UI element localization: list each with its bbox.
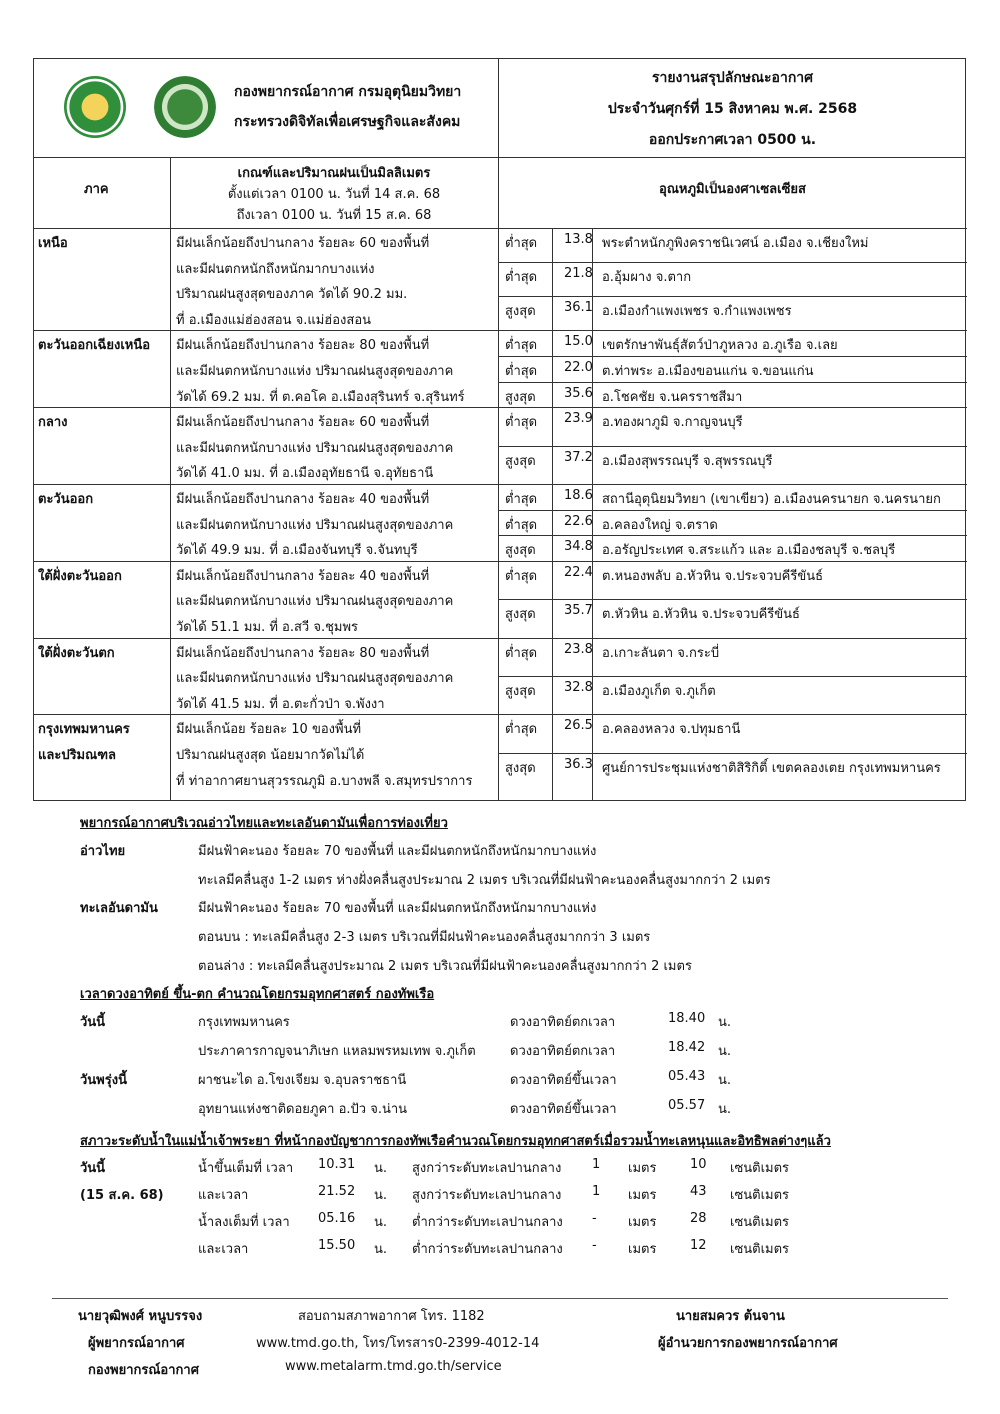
sun-event: ดวงอาทิตย์ขึ้นเวลา (510, 1073, 617, 1088)
sun-unit: น. (718, 1044, 732, 1059)
tide-time: 15.50 (318, 1238, 356, 1253)
tide-time: 10.31 (318, 1157, 356, 1172)
tide-meters-unit: เมตร (628, 1242, 657, 1257)
temp-location: อ.เมืองภูเก็ต จ.ภูเก็ต (602, 684, 716, 699)
tide-meters: 1 (592, 1157, 601, 1172)
rain-line: และมีฝนตกหนักบางแห่ง ปริมาณฝนสูงสุดของภาค (176, 671, 454, 687)
andaman-line: ตอนล่าง : ทะเลมีคลื่นสูงประมาณ 2 เมตร บริเวณที่มีฝนฟ้าคะนองคลื่นสูงมากกว่า 2 เมตร (198, 959, 692, 974)
rain-line: วัดได้ 49.9 มม. ที่ อ.เมืองจันทบุรี จ.จันทบุรี (176, 543, 418, 559)
region-name: และปริมณฑล (38, 748, 116, 763)
col-rain-3: ถึงเวลา 0100 น. วันที่ 15 ส.ค. 68 (236, 208, 432, 223)
forecaster-dept: กองพยากรณ์อากาศ (88, 1363, 199, 1378)
temp-type: สูงสุด (505, 607, 536, 623)
col-rain-1: เกณฑ์และปริมาณฝนเป็นมิลลิเมตร (237, 166, 431, 181)
rain-line: ปริมาณฝนสูงสุดของภาค วัดได้ 90.2 มม. (176, 287, 408, 303)
temp-value: 21.8 (564, 266, 593, 282)
temp-location: อ.คลองหลวง จ.ปทุมธานี (602, 722, 741, 738)
sun-place: กรุงเทพมหานคร (198, 1015, 290, 1030)
rain-line: วัดได้ 51.1 มม. ที่ อ.สวี จ.ชุมพร (176, 620, 359, 635)
andaman-line: มีฝนฟ้าคะนอง ร้อยละ 70 ของพื้นที่ และมีฝนตกหนักถึงหนักมากบางแห่ง (198, 901, 597, 916)
temp-location: ต.ท่าพระ อ.เมืองขอนแก่น จ.ขอนแก่น (602, 364, 814, 379)
contact-service[interactable]: www.metalarm.tmd.go.th/service (285, 1359, 502, 1374)
tide-label: และเวลา (198, 1188, 249, 1203)
temp-value: 26.5 (564, 718, 593, 734)
sun-time: 18.40 (668, 1011, 706, 1026)
weather-table (33, 158, 966, 801)
sun-time: 18.42 (668, 1040, 706, 1055)
tide-desc: สูงกว่าระดับทะเลปานกลาง (412, 1161, 562, 1176)
tide-time: 05.16 (318, 1211, 356, 1226)
temp-value: 15.0 (564, 334, 593, 350)
temp-value: 36.1 (564, 300, 593, 316)
col-temp: อุณหภูมิเป็นองศาเซลเซียส (659, 182, 806, 197)
region-name: กรุงเทพมหานคร (38, 722, 130, 738)
contact-web[interactable]: www.tmd.go.th, โทร/โทรสาร0-2399-4012-14 (256, 1336, 540, 1351)
rain-line: มีฝนเล็กน้อยถึงปานกลาง ร้อยละ 80 ของพื้นที่ (176, 338, 430, 354)
sun-place: อุทยานแห่งชาติดอยภูคา อ.ปัว จ.น่าน (198, 1102, 408, 1117)
temp-location: ต.หนองพลับ อ.หัวหิน จ.ประจวบคีรีขันธ์ (602, 568, 824, 584)
temp-location: ต.หัวหิน อ.หัวหิน จ.ประจวบคีรีขันธ์ (602, 607, 800, 623)
ministry-logo (64, 76, 126, 138)
temp-value: 23.8 (564, 641, 593, 657)
report-title: รายงานสรุปลักษณะอากาศ (651, 70, 814, 86)
tide-time: 21.52 (318, 1184, 356, 1199)
temp-location: สถานีอุตุนิยมวิทยา (เขาเขียว) อ.เมืองนครนายก จ.นครนายก (602, 492, 941, 507)
temp-type: ต่ำสุด (505, 415, 538, 431)
tide-unit: น. (374, 1161, 388, 1176)
rain-line: วัดได้ 41.5 มม. ที่ อ.ตะกั่วป่า จ.พังงา (176, 696, 385, 712)
contact-phone: สอบถามสภาพอากาศ โทร. 1182 (298, 1309, 485, 1324)
rain-line: มีฝนเล็กน้อยถึงปานกลาง ร้อยละ 40 ของพื้นที่ (176, 492, 430, 507)
sun-place: ประภาคารกาญจนาภิเษก แหลมพรหมเทพ จ.ภูเก็ต (198, 1044, 476, 1059)
temp-value: 23.9 (564, 411, 593, 427)
sun-unit: น. (718, 1015, 732, 1030)
temp-type: ต่ำสุด (505, 270, 538, 286)
tide-label: และเวลา (198, 1242, 249, 1257)
temp-location: พระตำหนักภูพิงคราชนิเวศน์ อ.เมือง จ.เชียงใหม่ (602, 236, 869, 251)
temp-location: อ.ทองผาภูมิ จ.กาญจนบุรี (602, 415, 743, 431)
temp-type: สูงสุด (505, 543, 536, 559)
tide-meters-unit: เมตร (628, 1161, 657, 1176)
temp-location: อ.คลองใหญ่ จ.ตราด (602, 517, 718, 533)
temp-location: อ.โชคชัย จ.นครราชสีมา (602, 389, 743, 405)
rain-line: และมีฝนตกหนักบางแห่ง ปริมาณฝนสูงสุดของภาค (176, 440, 454, 456)
temp-value: 22.0 (564, 360, 593, 375)
sun-place: ผาชนะได อ.โขงเจียม จ.อุบลราชธานี (198, 1073, 407, 1088)
sun-time: 05.43 (668, 1069, 706, 1084)
sun-unit: น. (718, 1073, 732, 1088)
tide-desc: ต่ำกว่าระดับทะเลปานกลาง (412, 1242, 563, 1257)
sun-unit: น. (718, 1102, 732, 1117)
forecaster-title: ผู้พยากรณ์อากาศ (88, 1336, 185, 1351)
tide-label: น้ำขึ้นเต็มที่ เวลา (198, 1161, 294, 1176)
sun-title: เวลาดวงอาทิตย์ ขึ้น-ตก คำนวณโดยกรมอุทกศาสตร์ กองทัพเรือ (80, 987, 435, 1002)
sun-event: ดวงอาทิตย์ตกเวลา (510, 1015, 616, 1030)
org-line-2: กระทรวงดิจิทัลเพื่อเศรษฐกิจและสังคม (234, 114, 461, 130)
temp-type: สูงสุด (505, 304, 536, 320)
temp-location: ศูนย์การประชุมแห่งชาติสิริกิติ์ เขตคลองเตย กรุงเทพมหานคร (602, 760, 941, 776)
temp-location: อ.อุ้มผาง จ.ตาก (602, 270, 692, 286)
temp-location: อ.เกาะลันตา จ.กระบี่ (602, 645, 720, 661)
region-name: กลาง (38, 415, 68, 431)
sun-day: วันนี้ (80, 1015, 106, 1030)
rain-line: และมีฝนตกหนักบางแห่ง ปริมาณฝนสูงสุดของภาค (176, 364, 454, 379)
tide-cm-unit: เซนติเมตร (730, 1242, 790, 1257)
temp-location: อ.อรัญประเทศ จ.สระแก้ว และ อ.เมืองชลบุรี จ.ชลบุรี (602, 543, 896, 559)
rain-line: และมีฝนตกหนักบางแห่ง ปริมาณฝนสูงสุดของภาค (176, 517, 454, 533)
org-line-1: กองพยากรณ์อากาศ กรมอุตุนิยมวิทยา (234, 84, 462, 100)
temp-type: สูงสุด (505, 453, 536, 469)
temp-value: 18.6 (564, 488, 593, 503)
temp-value: 34.8 (564, 539, 593, 555)
tide-cm-unit: เซนติเมตร (730, 1215, 790, 1230)
rain-line: มีฝนเล็กน้อยถึงปานกลาง ร้อยละ 40 ของพื้นที่ (176, 568, 430, 584)
sun-event: ดวงอาทิตย์ตกเวลา (510, 1044, 616, 1059)
tide-day: วันนี้ (80, 1161, 106, 1176)
director-title: ผู้อำนวยการกองพยากรณ์อากาศ (658, 1336, 838, 1351)
forecaster-name: นายวุฒิพงศ์ หนูบรรจง (78, 1309, 203, 1324)
sun-event: ดวงอาทิตย์ขึ้นเวลา (510, 1102, 617, 1117)
tide-desc: สูงกว่าระดับทะเลปานกลาง (412, 1188, 562, 1203)
tide-cm: 43 (690, 1184, 707, 1199)
rain-line: และมีฝนตกหนักบางแห่ง ปริมาณฝนสูงสุดของภาค (176, 594, 454, 610)
tide-title: สภาวะระดับน้ำในแม่น้ำเจ้าพระยา ที่หน้ากองบัญชาการกองทัพเรือคำนวณโดยกรมอุทกศาสตร์เมื่อรวมน้ำทะเลหนุนและอิทธิพลต่างๆแล้ว (80, 1134, 831, 1149)
temp-value: 35.6 (564, 385, 593, 401)
report-header (33, 58, 966, 158)
gulf-line: ทะเลมีคลื่นสูง 1-2 เมตร ห่างฝั่งคลื่นสูงประมาณ 2 เมตร บริเวณที่มีฝนฟ้าคะนองคลื่นสูงมากกว่า 2 เมตร (198, 873, 771, 888)
rain-line: วัดได้ 69.2 มม. ที่ ต.คอโค อ.เมืองสุรินทร์ จ.สุรินทร์ (176, 389, 465, 405)
tide-cm: 28 (690, 1211, 707, 1226)
tide-meters: - (592, 1211, 597, 1226)
rain-line: ที่ อ.เมืองแม่ฮ่องสอน จ.แม่ฮ่องสอน (176, 312, 372, 328)
temp-type: ต่ำสุด (505, 338, 538, 354)
tide-meters: 1 (592, 1184, 601, 1199)
gulf-line: มีฝนฟ้าคะนอง ร้อยละ 70 ของพื้นที่ และมีฝนตกหนักถึงหนักมากบางแห่ง (198, 844, 597, 859)
temp-value: 36.3 (564, 756, 593, 772)
tide-desc: ต่ำกว่าระดับทะเลปานกลาง (412, 1215, 563, 1230)
tide-unit: น. (374, 1188, 388, 1203)
report-time: ออกประกาศเวลา 0500 น. (648, 132, 817, 148)
temp-location: อ.เมืองสุพรรณบุรี จ.สุพรรณบุรี (602, 453, 773, 469)
temp-location: อ.เมืองกำแพงเพชร จ.กำแพงเพชร (602, 304, 792, 320)
temp-value: 13.8 (564, 232, 593, 247)
temp-value: 22.4 (564, 564, 593, 580)
temp-type: ต่ำสุด (505, 517, 538, 533)
rain-line: ที่ ท่าอากาศยานสุวรรณภูมิ อ.บางพลี จ.สมุทรปราการ (176, 773, 473, 789)
temp-type: ต่ำสุด (505, 645, 538, 661)
temp-type: สูงสุด (505, 389, 536, 405)
report-date: ประจำวันศุกร์ที่ 15 สิงหาคม พ.ศ. 2568 (607, 101, 858, 117)
region-name: ตะวันออกเฉียงเหนือ (38, 338, 151, 354)
region-name: เหนือ (38, 236, 68, 251)
tide-meters: - (592, 1238, 597, 1253)
tide-cm: 10 (690, 1157, 707, 1172)
temp-type: ต่ำสุด (505, 364, 538, 379)
tide-date: (15 ส.ค. 68) (80, 1188, 164, 1203)
andaman-label: ทะเลอันดามัน (80, 901, 158, 916)
temp-location: เขตรักษาพันธุ์สัตว์ป่าภูหลวง อ.ภูเรือ จ.เลย (602, 338, 838, 354)
region-name: ตะวันออก (38, 492, 94, 507)
region-name: ใต้ฝั่งตะวันออก (38, 568, 122, 584)
tmd-logo (154, 76, 216, 138)
temp-type: ต่ำสุด (505, 722, 538, 738)
temp-type: ต่ำสุด (505, 236, 538, 251)
temp-value: 37.2 (564, 449, 593, 465)
temp-value: 35.7 (564, 603, 593, 619)
col-region: ภาค (84, 182, 109, 197)
tide-cm-unit: เซนติเมตร (730, 1161, 790, 1176)
tide-label: น้ำลงเต็มที่ เวลา (198, 1215, 290, 1230)
andaman-line: ตอนบน : ทะเลมีคลื่นสูง 2-3 เมตร บริเวณที่มีฝนฟ้าคะนองคลื่นสูงมากกว่า 3 เมตร (198, 930, 651, 945)
temp-value: 22.6 (564, 513, 593, 529)
region-name: ใต้ฝั่งตะวันตก (38, 645, 115, 661)
temp-value: 32.8 (564, 680, 593, 695)
rain-line: ปริมาณฝนสูงสุด น้อยมากวัดไม่ได้ (176, 748, 365, 763)
sun-day: วันพรุ่งนี้ (80, 1073, 127, 1088)
temp-type: ต่ำสุด (505, 568, 538, 584)
marine-title: พยากรณ์อากาศบริเวณอ่าวไทยและทะเลอันดามันเพื่อการท่องเที่ยว (80, 816, 448, 831)
rain-line: และมีฝนตกหนักถึงหนักมากบางแห่ง (176, 261, 375, 277)
temp-type: สูงสุด (505, 760, 536, 776)
sun-time: 05.57 (668, 1098, 706, 1113)
gulf-label: อ่าวไทย (80, 844, 126, 859)
rain-line: มีฝนเล็กน้อยถึงปานกลาง ร้อยละ 80 ของพื้นที่ (176, 645, 430, 661)
tide-unit: น. (374, 1242, 388, 1257)
temp-type: ต่ำสุด (505, 492, 538, 507)
tide-meters-unit: เมตร (628, 1215, 657, 1230)
temp-type: สูงสุด (505, 684, 536, 699)
tide-cm-unit: เซนติเมตร (730, 1188, 790, 1203)
col-rain-2: ตั้งแต่เวลา 0100 น. วันที่ 14 ส.ค. 68 (227, 187, 441, 202)
rain-line: มีฝนเล็กน้อย ร้อยละ 10 ของพื้นที่ (176, 722, 362, 738)
rain-line: วัดได้ 41.0 มม. ที่ อ.เมืองอุทัยธานี จ.อุทัยธานี (176, 466, 434, 482)
rain-line: มีฝนเล็กน้อยถึงปานกลาง ร้อยละ 60 ของพื้นที่ (176, 415, 430, 431)
tide-unit: น. (374, 1215, 388, 1230)
tide-cm: 12 (690, 1238, 707, 1253)
rain-line: มีฝนเล็กน้อยถึงปานกลาง ร้อยละ 60 ของพื้นที่ (176, 236, 430, 251)
tide-meters-unit: เมตร (628, 1188, 657, 1203)
director-name: นายสมควร ต้นจาน (676, 1309, 785, 1324)
